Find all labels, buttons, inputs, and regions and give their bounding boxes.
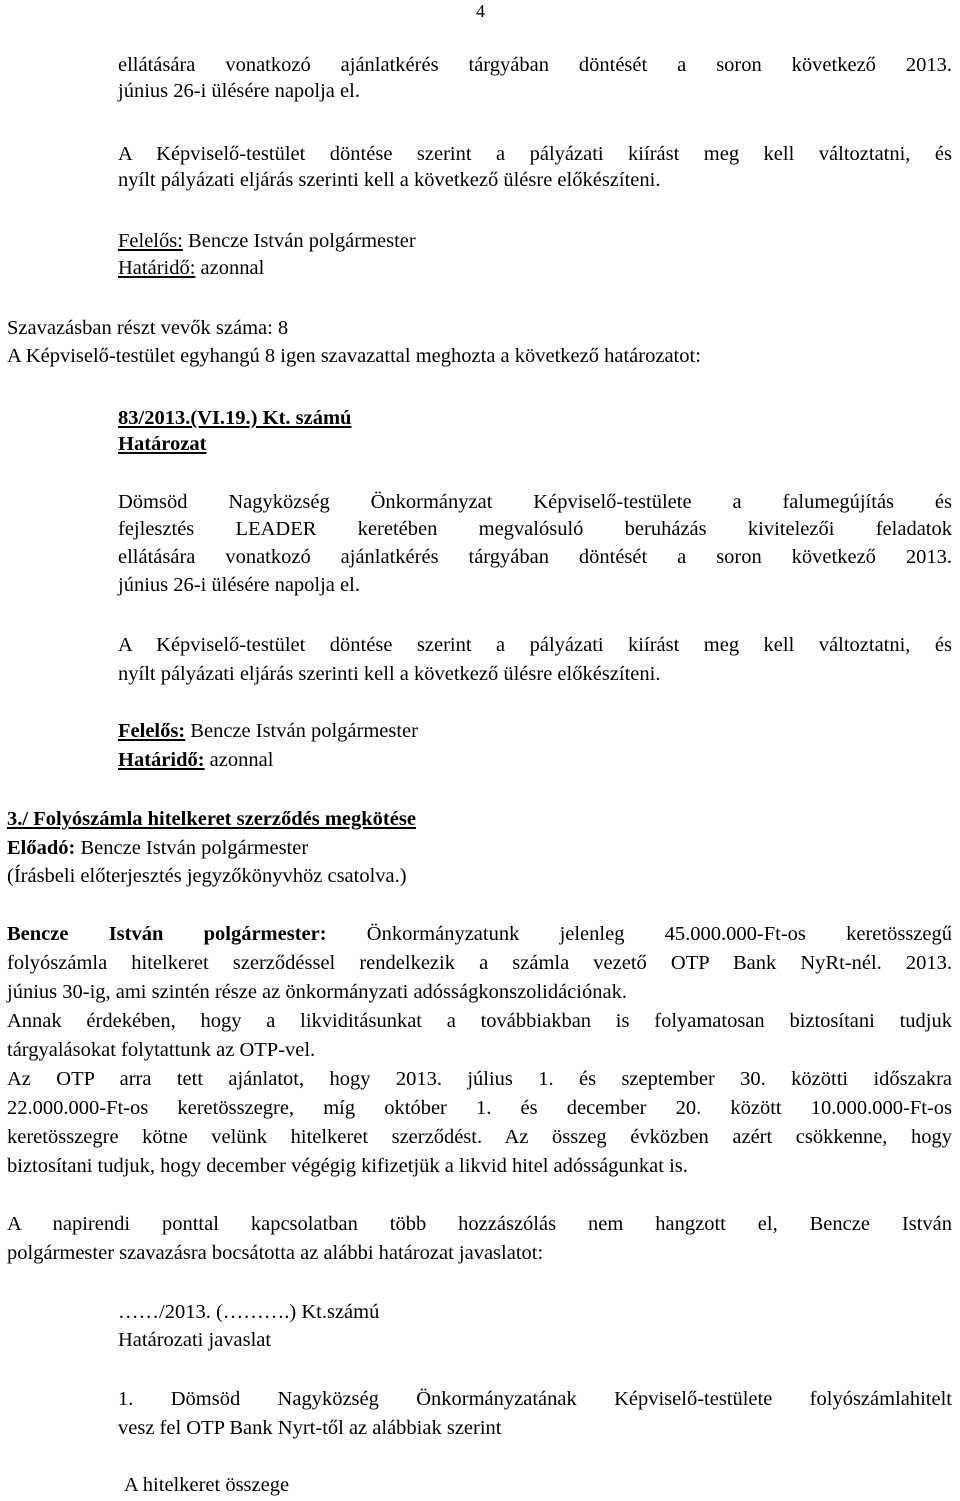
responsible-value: Bencze István polgármester [190,720,418,742]
text-line: június 26-i ülésére napolja el. [118,574,360,596]
text-line: nyílt pályázati eljárás szerinti kell a következő ülésre előkészíteni. [118,663,661,685]
draft-number: ……/2013. (……….) Kt.számú [118,1301,380,1323]
attachment-note: (Írásbeli előterjesztés jegyzőkönyvhöz csatolva.) [7,865,407,887]
deadline-label: Határidő: [118,257,196,279]
text-line: Az OTP arra tett ajánlatot, hogy 2013. július 1. és szeptember 30. közötti időszakra [7,1068,952,1090]
vote-count: Szavazásban részt vevők száma: 8 [7,317,289,339]
agenda-heading: 3./ Folyószámla hitelkeret szerződés megkötése [7,808,416,830]
text-line: A hitelkeret összege [124,1474,290,1496]
text-line: A napirendi ponttal kapcsolatban több hozzászólás nem hangzott el, Bencze István [7,1213,952,1235]
text-line: 1. Dömsöd Nagyközség Önkormányzatának Képviselő-testülete folyószámlahitelt [118,1388,952,1410]
deadline-line [118,258,264,279]
text-line: tárgyalásokat folytattunk az OTP-vel. [7,1039,316,1061]
text-line: biztosítani tudjuk, hogy december végégig kifizetjük a likvid hitel adósságunkat is. [7,1155,688,1177]
text-line: fejlesztés LEADER keretében megvalósuló beruházás kivitelezői feladatok [118,518,952,540]
deadline-value: azonnal [209,749,274,771]
text-line: június 26-i ülésére napolja el. [118,80,360,102]
draft-title: Határozati javaslat [118,1329,272,1351]
text-line: folyószámla hitelkeret szerződéssel rendelkezik a számla vezető OTP Bank NyRt-nél. 2013. [7,952,952,974]
resolution-title: Határozat [118,433,207,455]
deadline-label: Határidő: [118,749,205,771]
text-line: június 30-ig, ami szintén része az önkormányzati adósságkonszolidációnak. [7,981,627,1003]
text-line: Annak érdekében, hogy a likviditásunkat a továbbiakban is folyamatosan biztosítani tudjuk [7,1010,952,1032]
speaker-name: Bencze István polgármester: [7,923,327,945]
text-line: A Képviselő-testület döntése szerint a pályázati kiírást meg kell változtatni, és [118,634,952,656]
text-line: polgármester szavazásra bocsátotta az alábbi határozat javaslatot: [7,1242,544,1264]
text-line: ellátására vonatkozó ajánlatkérés tárgyában döntését a soron következő 2013. [118,54,952,76]
deadline-line [118,750,273,771]
text-line: ellátására vonatkozó ajánlatkérés tárgyában döntését a soron következő 2013. [118,546,952,568]
presenter-value: Bencze István polgármester [80,837,309,859]
responsible-label: Felelős: [118,720,186,742]
text-line: keretösszegre kötne velünk hitelkeret szerződést. Az összeg évközben azért csökkenne, hogy [7,1126,952,1148]
responsible-line [118,721,418,742]
resolution-number: 83/2013.(VI.19.) Kt. számú [118,407,352,429]
text-line: Dömsöd Nagyközség Önkormányzat Képviselő-testülete a falumegújítás és [118,491,952,513]
text-line: A Képviselő-testület döntése szerint a pályázati kiírást meg kell változtatni, és [118,143,952,165]
text-line: 22.000.000-Ft-os keretösszegre, míg október 1. és december 20. között 10.000.000-Ft-os [7,1097,952,1119]
speech-first-line [7,924,952,945]
responsible-value: Bencze István polgármester [188,230,416,252]
responsible-line [118,231,416,252]
responsible-label: Felelős: [118,230,183,252]
text-line: vesz fel OTP Bank Nyrt-től az alábbiak szerint [118,1417,502,1439]
speech-text: Önkormányzatunk jelenleg 45.000.000-Ft-os keretösszegű [366,923,952,945]
deadline-value: azonnal [200,257,265,279]
presenter-label: Előadó: [7,837,76,859]
presenter-line [7,838,308,859]
page-number: 4 [476,1,485,21]
text-line: nyílt pályázati eljárás szerinti kell a következő ülésre előkészíteni. [118,169,661,191]
vote-result: A Képviselő-testület egyhangú 8 igen szavazattal meghozta a következő határozatot: [7,345,701,367]
